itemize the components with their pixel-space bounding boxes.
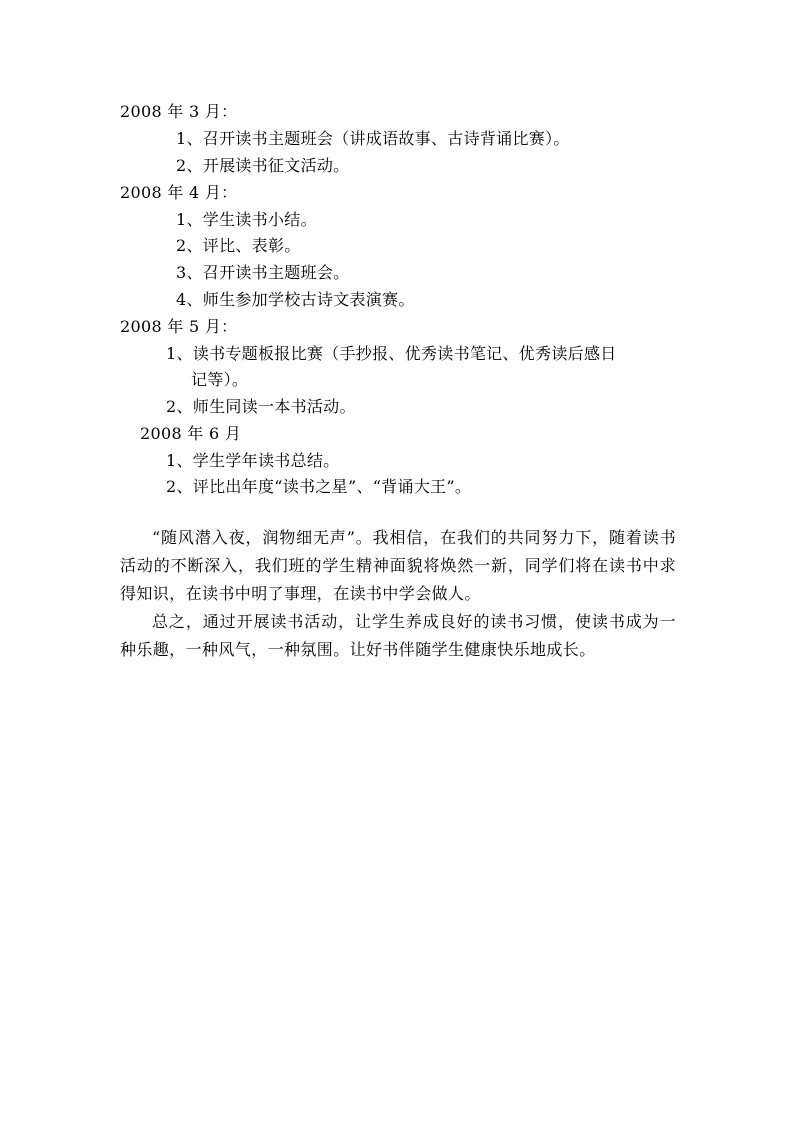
section-heading-june: 2008 年 6 月 [140,424,242,443]
list-item: 2、评比、表彰。 [176,236,301,255]
list-item: 1、学生读书小结。 [176,210,317,229]
closing-paragraph: “随风潜入夜，润物细无声”。我相信，在我们的共同努力下，随着读书活动的不断深入，我们班的学生精神面貌将焕然一新，同学们将在读书中求得知识，在读书中明了事理，在读书中学会做人。 [120,528,676,603]
list-item: 2、师生同读一本书活动。 [166,397,356,416]
list-item: 1、读书专题板报比赛（手抄报、优秀读书笔记、优秀读后感日 [166,344,617,363]
list-item: 1、学生学年读书总结。 [166,451,340,470]
list-item-continuation: 记等）。 [191,370,249,389]
list-item: 2、开展读书征文活动。 [176,156,350,175]
section-heading-april: 2008 年 4 月： [120,183,238,202]
list-item: 2、评比出年度“读书之星”、“背诵大王”。 [166,477,472,496]
list-item: 1、召开读书主题班会（讲成语故事、古诗背诵比赛）。 [176,129,570,148]
summary-paragraph: 总之，通过开展读书活动，让学生养成良好的读书习惯，使读书成为一种乐趣，一种风气，一种氛围。让好书伴随学生健康快乐地成长。 [120,612,676,659]
section-heading-may: 2008 年 5 月： [120,317,238,336]
list-item: 3、召开读书主题班会。 [176,263,350,282]
list-item: 4、师生参加学校古诗文表演赛。 [176,290,415,309]
section-heading-march: 2008 年 3 月： [120,102,238,121]
